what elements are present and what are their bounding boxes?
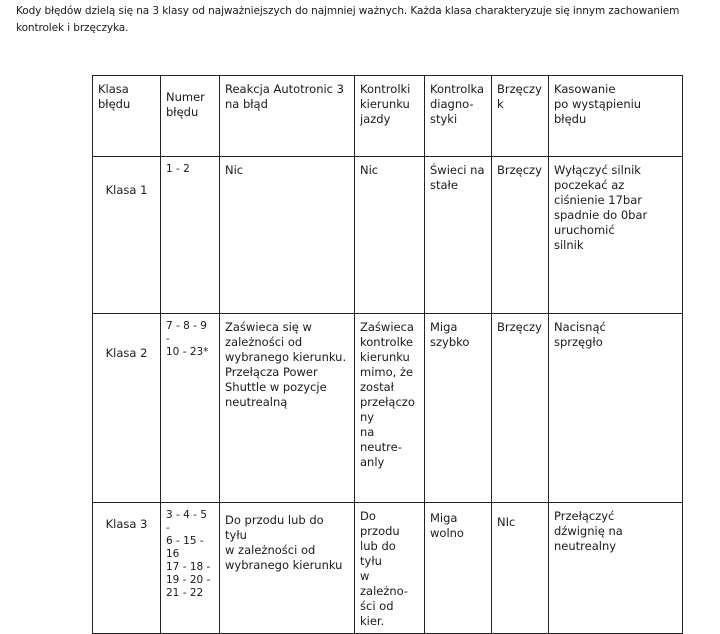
header-brzeczyk: Brzęczyk [492,76,549,157]
cell-klasa: Klasa 1 [93,157,161,314]
cell-numer: 3 - 4 - 5 - 6 - 15 - 16 17 - 18 - 19 - 20 - 21 - 22 [161,503,220,634]
cell-reakcja: Nic [220,157,355,314]
cell-reakcja: Do przodu lub do tyłu w zależności od wybranego kierunku [220,503,355,634]
cell-kierunek: Zaświeca kontrolke kierunku mimo, że został przełączony na neutre- anly [355,314,425,503]
cell-brzeczyk: Brzęczy [492,157,549,314]
cell-diagnostyka: Miga szybko [425,314,492,503]
cell-reakcja: Zaświeca się w zależności od wybranego kierunku. Przełącza Power Shuttle w pozycje neutrealną [220,314,355,503]
header-kasowanie: Kasowanie po wystąpieniu błędu [549,76,683,157]
cell-brzeczyk: NIc [492,503,549,634]
header-klasa: Klasa błędu [93,76,161,157]
cell-numer: 1 - 2 [161,157,220,314]
cell-diagnostyka: Świeci na stałe [425,157,492,314]
header-kontrolki-kierunku: Kontrolki kierunku jazdy [355,76,425,157]
table-row [93,503,683,634]
cell-kasowanie: Wyłączyć silnik poczekać az ciśnienie 17bar spadnie do 0bar uruchomić silnik [549,157,683,314]
header-kontrolka-diagnostyki: Kontrolka diagno- styki [425,76,492,157]
cell-kasowanie: Przełączyć dźwignię na neutrealny [549,503,683,634]
cell-kasowanie: Nacisnąć sprzęgło [549,314,683,503]
table-row [93,314,683,503]
cell-kierunek: Nic [355,157,425,314]
header-reakcja: Reakcja Autotronic 3 na błąd [220,76,355,157]
intro-paragraph: Kody błędów dzielą się na 3 klasy od najważniejszych do najmniej ważnych. Każda klasa charakteryzuje się innym zachowaniem kontrolek i brzęczyka. [16,5,680,34]
cell-kierunek: Do przodu lub do tyłu w zależno- ści od kier. [355,503,425,634]
cell-brzeczyk: Brzęczy [492,314,549,503]
cell-klasa: Klasa 3 [93,503,161,634]
header-numer: Numer błędu [161,76,220,157]
cell-diagnostyka: Miga wolno [425,503,492,634]
cell-numer: 7 - 8 - 9 - 10 - 23* [161,314,220,503]
table-row [93,157,683,314]
error-class-table [92,75,683,634]
cell-klasa: Klasa 2 [93,314,161,503]
table-header-row [93,76,683,157]
